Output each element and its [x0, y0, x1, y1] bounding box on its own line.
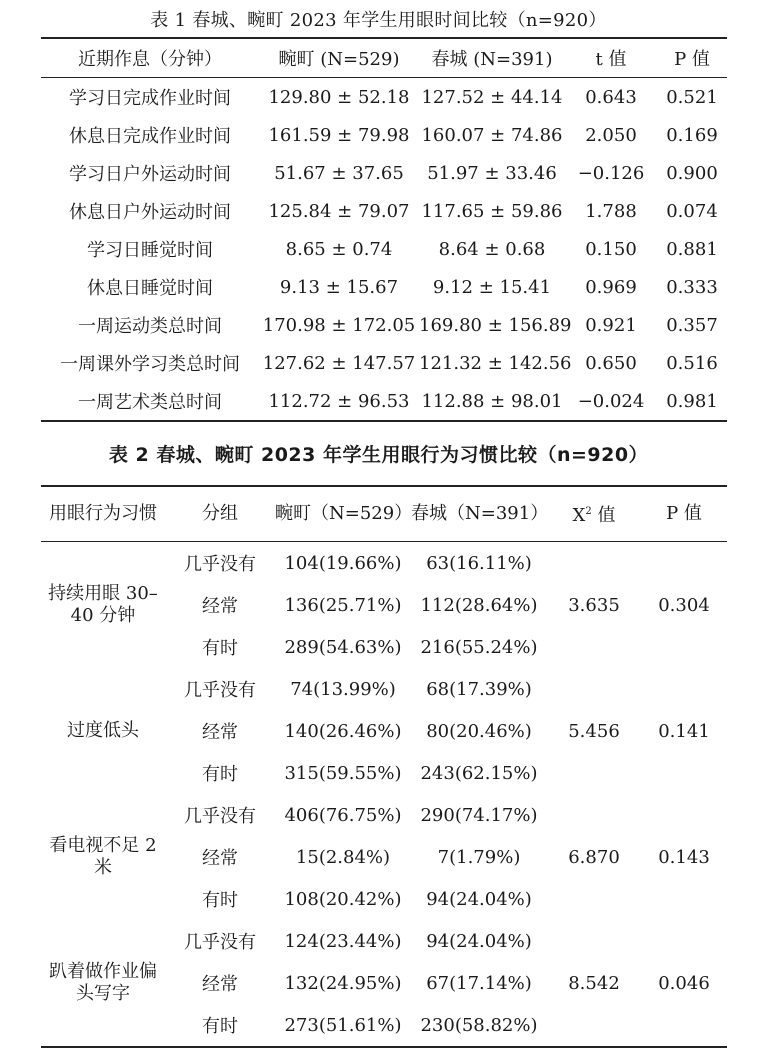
eye-use-habit-table: [41, 485, 727, 1048]
schedule-label: 一周运动类总时间: [78, 316, 222, 337]
header-p-value: P 值: [666, 503, 702, 524]
wanding-value: 124(23.44%): [284, 930, 402, 952]
table-row: [41, 192, 727, 230]
t-value: 0.650: [585, 352, 637, 374]
wanding-value: 161.59 ± 79.98: [268, 124, 410, 146]
p-value: 0.881: [666, 238, 718, 260]
wanding-value: 132(24.95%): [284, 972, 402, 994]
wanding-value: 129.80 ± 52.18: [268, 86, 410, 108]
header-chuncheng: 春城（N=391）: [411, 503, 549, 524]
chuncheng-value: 8.64 ± 0.68: [438, 238, 546, 260]
table-row: [41, 344, 727, 382]
schedule-label: 学习日睡觉时间: [87, 240, 213, 261]
chuncheng-value: 290(74.17%): [420, 804, 538, 826]
t-value: 0.150: [585, 238, 637, 260]
wanding-value: 8.65 ± 0.74: [285, 238, 393, 260]
group-label: 有时: [202, 890, 238, 911]
chi-square-value: 8.542: [568, 972, 620, 994]
wanding-value: 51.67 ± 37.65: [274, 162, 404, 184]
p-value: 0.074: [666, 200, 718, 222]
chuncheng-value: 127.52 ± 44.14: [421, 86, 563, 108]
wanding-value: 74(13.99%): [290, 678, 396, 700]
header-p-value: P 值: [674, 49, 710, 70]
header-schedule: 近期作息（分钟）: [78, 49, 222, 70]
chi-square-value: 5.456: [568, 720, 620, 742]
header-group: 分组: [202, 503, 238, 524]
header-chuncheng: 春城 (N=391): [431, 49, 553, 70]
table-row: [41, 116, 727, 154]
t-value: −0.126: [577, 162, 645, 184]
group-label: 有时: [202, 638, 238, 659]
schedule-label: 休息日睡觉时间: [87, 278, 213, 299]
chi-square-value: 3.635: [568, 594, 620, 616]
chuncheng-value: 112(28.64%): [420, 594, 538, 616]
chuncheng-value: 63(16.11%): [426, 552, 532, 574]
p-value: 0.333: [666, 276, 718, 298]
schedule-label: 学习日完成作业时间: [69, 88, 231, 109]
group-label: 经常: [202, 722, 238, 743]
table-row: [41, 794, 727, 836]
table-row: [41, 268, 727, 306]
wanding-value: 15(2.84%): [295, 846, 391, 868]
schedule-label: 休息日完成作业时间: [69, 126, 231, 147]
schedule-label: 休息日户外运动时间: [69, 202, 231, 223]
table2-header-row: [41, 486, 727, 542]
wanding-value: 112.72 ± 96.53: [268, 390, 410, 412]
chuncheng-value: 67(17.14%): [426, 972, 532, 994]
table1-caption: 表 1 春城、畹町 2023 年学生用眼时间比较（n=920）: [150, 10, 607, 31]
wanding-value: 170.98 ± 172.05: [262, 314, 416, 336]
t-value: 2.050: [585, 124, 637, 146]
eye-use-time-table: [41, 37, 727, 422]
wanding-value: 406(76.75%): [284, 804, 402, 826]
header-chi-square: [547, 486, 641, 542]
wanding-value: 108(20.42%): [284, 888, 402, 910]
wanding-value: 289(54.63%): [284, 636, 402, 658]
chuncheng-value: 160.07 ± 74.86: [421, 124, 563, 146]
chuncheng-value: 117.65 ± 59.86: [421, 200, 563, 222]
group-label: 几乎没有: [184, 806, 256, 827]
chi-superscript: 2: [585, 506, 592, 517]
p-value: 0.516: [666, 352, 718, 374]
group-label: 几乎没有: [184, 680, 256, 701]
wanding-value: 125.84 ± 79.07: [268, 200, 410, 222]
t-value: 0.643: [585, 86, 637, 108]
group-label: 几乎没有: [184, 932, 256, 953]
wanding-value: 273(51.61%): [284, 1014, 402, 1036]
wanding-value: 127.62 ± 147.57: [262, 352, 416, 374]
table-row: [41, 306, 727, 344]
wanding-value: 315(59.55%): [284, 762, 402, 784]
group-label: 经常: [202, 974, 238, 995]
wanding-value: 9.13 ± 15.67: [279, 276, 399, 298]
schedule-label: 一周艺术类总时间: [78, 392, 222, 413]
header-wanding: 畹町（N=529）: [275, 503, 413, 524]
chuncheng-value: 112.88 ± 98.01: [421, 390, 563, 412]
chuncheng-value: 169.80 ± 156.89: [419, 314, 572, 336]
t-value: −0.024: [577, 390, 645, 412]
chuncheng-value: 9.12 ± 15.41: [432, 276, 552, 298]
chuncheng-value: 230(58.82%): [420, 1014, 538, 1036]
habit-label: 趴着做作业偏头写字: [49, 961, 157, 1004]
chi-square-value: 6.870: [568, 846, 620, 868]
p-value: 0.046: [658, 972, 710, 994]
p-value: 0.357: [666, 314, 718, 336]
table-row: [41, 382, 727, 421]
chuncheng-value: 94(24.04%): [426, 888, 532, 910]
habit-label: 过度低头: [67, 720, 139, 741]
header-t-value: t 值: [595, 49, 627, 70]
wanding-value: 136(25.71%): [284, 594, 402, 616]
table-row: [41, 230, 727, 268]
chuncheng-value: 68(17.39%): [426, 678, 532, 700]
chuncheng-value: 243(62.15%): [420, 762, 538, 784]
t-value: 0.921: [585, 314, 637, 336]
p-value: 0.169: [666, 124, 718, 146]
p-value: 0.141: [658, 720, 710, 742]
wanding-value: 104(19.66%): [284, 552, 402, 574]
t-value: 0.969: [585, 276, 637, 298]
table-row: [41, 668, 727, 710]
chuncheng-value: 7(1.79%): [437, 846, 521, 868]
habit-label: 持续用眼 30–40 分钟: [48, 583, 158, 626]
chi-symbol: X: [572, 505, 586, 526]
chuncheng-value: 51.97 ± 33.46: [427, 162, 557, 184]
group-label: 经常: [202, 848, 238, 869]
p-value: 0.900: [666, 162, 718, 184]
schedule-label: 一周课外学习类总时间: [60, 354, 240, 375]
header-wanding: 畹町 (N=529): [278, 49, 400, 70]
group-label: 有时: [202, 764, 238, 785]
chuncheng-value: 94(24.04%): [426, 930, 532, 952]
p-value: 0.521: [666, 86, 718, 108]
habit-label: 看电视不足 2 米: [49, 835, 157, 878]
group-label: 经常: [202, 596, 238, 617]
chi-suffix: 值: [591, 505, 616, 526]
p-value: 0.981: [666, 390, 718, 412]
chuncheng-value: 121.32 ± 142.56: [419, 352, 572, 374]
table1-header-row: [41, 38, 727, 78]
chuncheng-value: 216(55.24%): [420, 636, 538, 658]
table-row: [41, 78, 727, 117]
p-value: 0.304: [658, 594, 710, 616]
group-label: 几乎没有: [184, 554, 256, 575]
table-row: [41, 542, 727, 585]
table-row: [41, 920, 727, 962]
table2-caption: 表 2 春城、畹町 2023 年学生用眼行为习惯比较（n=920）: [108, 444, 649, 466]
chuncheng-value: 80(20.46%): [426, 720, 532, 742]
p-value: 0.143: [658, 846, 710, 868]
table-row: [41, 154, 727, 192]
group-label: 有时: [202, 1016, 238, 1037]
header-habit: 用眼行为习惯: [49, 503, 157, 524]
schedule-label: 学习日户外运动时间: [69, 164, 231, 185]
t-value: 1.788: [585, 200, 637, 222]
wanding-value: 140(26.46%): [284, 720, 402, 742]
